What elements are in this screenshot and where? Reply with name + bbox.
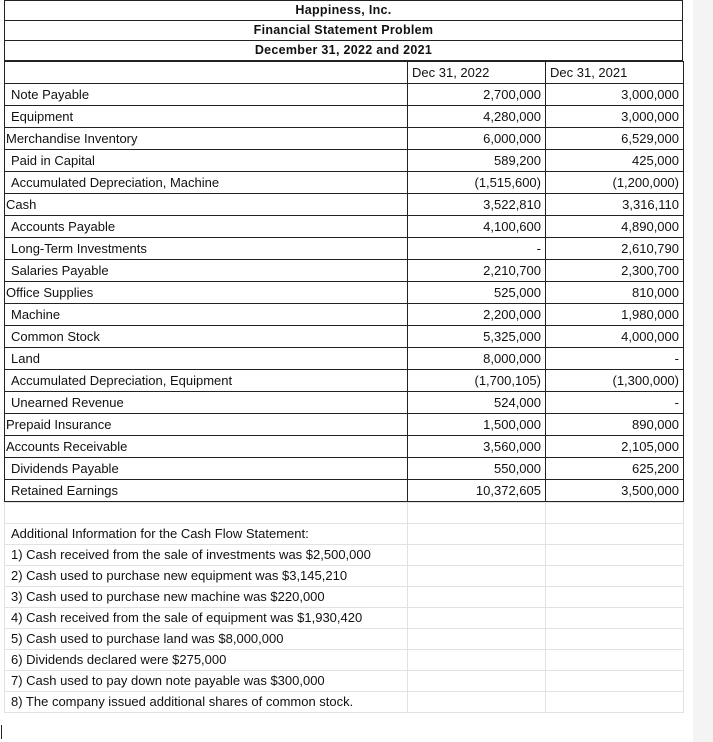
info-row: [5, 629, 684, 650]
header-2022: Dec 31, 2022: [408, 62, 546, 84]
value-2021[interactable]: 2,300,700: [546, 260, 684, 282]
table-row: [5, 480, 684, 502]
info-row: [5, 545, 684, 566]
value-2022[interactable]: (1,515,600): [408, 172, 546, 194]
value-2022[interactable]: 1,500,000: [408, 414, 546, 436]
info-row: [5, 524, 684, 545]
value-2021[interactable]: 4,000,000: [546, 326, 684, 348]
value-2022[interactable]: 2,210,700: [408, 260, 546, 282]
blank-cell: [408, 503, 546, 524]
table-row: [5, 106, 684, 128]
table-row: [5, 392, 684, 414]
value-2022[interactable]: 3,522,810: [408, 194, 546, 216]
value-2021[interactable]: 4,890,000: [546, 216, 684, 238]
info-row: [5, 692, 684, 713]
row-label[interactable]: Office Supplies: [5, 282, 408, 304]
empty-cell[interactable]: [408, 671, 546, 692]
value-2021[interactable]: 625,200: [546, 458, 684, 480]
additional-info-item[interactable]: 8) The company issued additional shares of common stock.: [5, 692, 408, 713]
row-label[interactable]: Accumulated Depreciation, Machine: [5, 172, 408, 194]
empty-cell[interactable]: [408, 692, 546, 713]
header-2021: Dec 31, 2021: [546, 62, 684, 84]
blank-row: [5, 503, 684, 524]
empty-cell[interactable]: [546, 587, 684, 608]
value-2021[interactable]: 3,000,000: [546, 106, 684, 128]
scrollbar-track[interactable]: [693, 0, 713, 742]
empty-cell[interactable]: [546, 608, 684, 629]
statement-dates: December 31, 2022 and 2021: [4, 41, 683, 61]
value-2022[interactable]: 2,700,000: [408, 84, 546, 106]
row-label[interactable]: Merchandise Inventory: [5, 128, 408, 150]
additional-info-heading[interactable]: Additional Information for the Cash Flow Statement:: [5, 524, 408, 545]
row-label[interactable]: Salaries Payable: [5, 260, 408, 282]
value-2021[interactable]: 3,000,000: [546, 84, 684, 106]
additional-info-item[interactable]: 7) Cash used to pay down note payable was $300,000: [5, 671, 408, 692]
row-label[interactable]: Equipment: [5, 106, 408, 128]
empty-cell[interactable]: [408, 587, 546, 608]
table-row: [5, 172, 684, 194]
table-row: [5, 304, 684, 326]
table-row: [5, 150, 684, 172]
balance-table: [4, 61, 684, 502]
info-row: [5, 650, 684, 671]
value-2021[interactable]: -: [546, 392, 684, 414]
value-2022[interactable]: 4,100,600: [408, 216, 546, 238]
value-2021[interactable]: -: [546, 348, 684, 370]
empty-cell[interactable]: [408, 524, 546, 545]
empty-cell[interactable]: [546, 692, 684, 713]
header-row: [5, 62, 684, 84]
table-row: [5, 458, 684, 480]
value-2021[interactable]: 810,000: [546, 282, 684, 304]
value-2021[interactable]: (1,300,000): [546, 370, 684, 392]
additional-info-table: [4, 502, 684, 713]
value-2022[interactable]: (1,700,105): [408, 370, 546, 392]
table-row: [5, 238, 684, 260]
row-label[interactable]: Dividends Payable: [5, 458, 408, 480]
table-row: [5, 326, 684, 348]
header-label-cell: [5, 62, 408, 84]
table-row: [5, 436, 684, 458]
empty-cell[interactable]: [546, 566, 684, 587]
row-label[interactable]: Machine: [5, 304, 408, 326]
table-row: [5, 216, 684, 238]
row-label[interactable]: Accounts Receivable: [5, 436, 408, 458]
row-label[interactable]: Retained Earnings: [5, 480, 408, 502]
additional-info-item[interactable]: 6) Dividends declared were $275,000: [5, 650, 408, 671]
info-row: [5, 566, 684, 587]
row-label[interactable]: Note Payable: [5, 84, 408, 106]
row-label[interactable]: Prepaid Insurance: [5, 414, 408, 436]
empty-cell[interactable]: [546, 629, 684, 650]
empty-cell[interactable]: [408, 608, 546, 629]
table-row: [5, 128, 684, 150]
table-row: [5, 282, 684, 304]
row-label[interactable]: Paid in Capital: [5, 150, 408, 172]
value-2022[interactable]: 550,000: [408, 458, 546, 480]
value-2022[interactable]: -: [408, 238, 546, 260]
value-2021[interactable]: 2,105,000: [546, 436, 684, 458]
value-2021[interactable]: 3,316,110: [546, 194, 684, 216]
additional-info-item[interactable]: 5) Cash used to purchase land was $8,000,000: [5, 629, 408, 650]
empty-cell[interactable]: [408, 629, 546, 650]
statement-subtitle: Financial Statement Problem: [4, 21, 683, 41]
row-label[interactable]: Long-Term Investments: [5, 238, 408, 260]
additional-info-item[interactable]: 1) Cash received from the sale of investments was $2,500,000: [5, 545, 408, 566]
value-2022[interactable]: 2,200,000: [408, 304, 546, 326]
additional-info-item[interactable]: 2) Cash used to purchase new equipment was $3,145,210: [5, 566, 408, 587]
text-cursor: [1, 725, 2, 739]
company-title: Happiness, Inc.: [4, 0, 683, 21]
value-2022[interactable]: 525,000: [408, 282, 546, 304]
value-2021[interactable]: 2,610,790: [546, 238, 684, 260]
info-row: [5, 671, 684, 692]
info-row: [5, 587, 684, 608]
row-label[interactable]: Unearned Revenue: [5, 392, 408, 414]
value-2021[interactable]: 425,000: [546, 150, 684, 172]
value-2022[interactable]: 6,000,000: [408, 128, 546, 150]
value-2021[interactable]: 1,980,000: [546, 304, 684, 326]
row-label[interactable]: Accumulated Depreciation, Equipment: [5, 370, 408, 392]
value-2022[interactable]: 5,325,000: [408, 326, 546, 348]
row-label[interactable]: Cash: [5, 194, 408, 216]
table-row: [5, 370, 684, 392]
additional-info-item[interactable]: 4) Cash received from the sale of equipment was $1,930,420: [5, 608, 408, 629]
empty-cell[interactable]: [408, 545, 546, 566]
value-2022[interactable]: 589,200: [408, 150, 546, 172]
value-2022[interactable]: 4,280,000: [408, 106, 546, 128]
table-row: [5, 260, 684, 282]
table-row: [5, 194, 684, 216]
table-row: [5, 84, 684, 106]
value-2022[interactable]: 10,372,605: [408, 480, 546, 502]
blank-cell: [5, 503, 408, 524]
empty-cell[interactable]: [546, 545, 684, 566]
additional-info-item[interactable]: 3) Cash used to purchase new machine was $220,000: [5, 587, 408, 608]
row-label[interactable]: Common Stock: [5, 326, 408, 348]
info-row: [5, 608, 684, 629]
financial-statement-sheet: [4, 0, 683, 713]
value-2021[interactable]: 6,529,000: [546, 128, 684, 150]
value-2022[interactable]: 8,000,000: [408, 348, 546, 370]
table-row: [5, 348, 684, 370]
empty-cell[interactable]: [408, 566, 546, 587]
empty-cell[interactable]: [546, 671, 684, 692]
value-2021[interactable]: (1,200,000): [546, 172, 684, 194]
value-2022[interactable]: 3,560,000: [408, 436, 546, 458]
value-2021[interactable]: 3,500,000: [546, 480, 684, 502]
value-2021[interactable]: 890,000: [546, 414, 684, 436]
blank-cell: [546, 503, 684, 524]
row-label[interactable]: Accounts Payable: [5, 216, 408, 238]
row-label[interactable]: Land: [5, 348, 408, 370]
empty-cell[interactable]: [546, 524, 684, 545]
empty-cell[interactable]: [546, 650, 684, 671]
value-2022[interactable]: 524,000: [408, 392, 546, 414]
table-row: [5, 414, 684, 436]
empty-cell[interactable]: [408, 650, 546, 671]
